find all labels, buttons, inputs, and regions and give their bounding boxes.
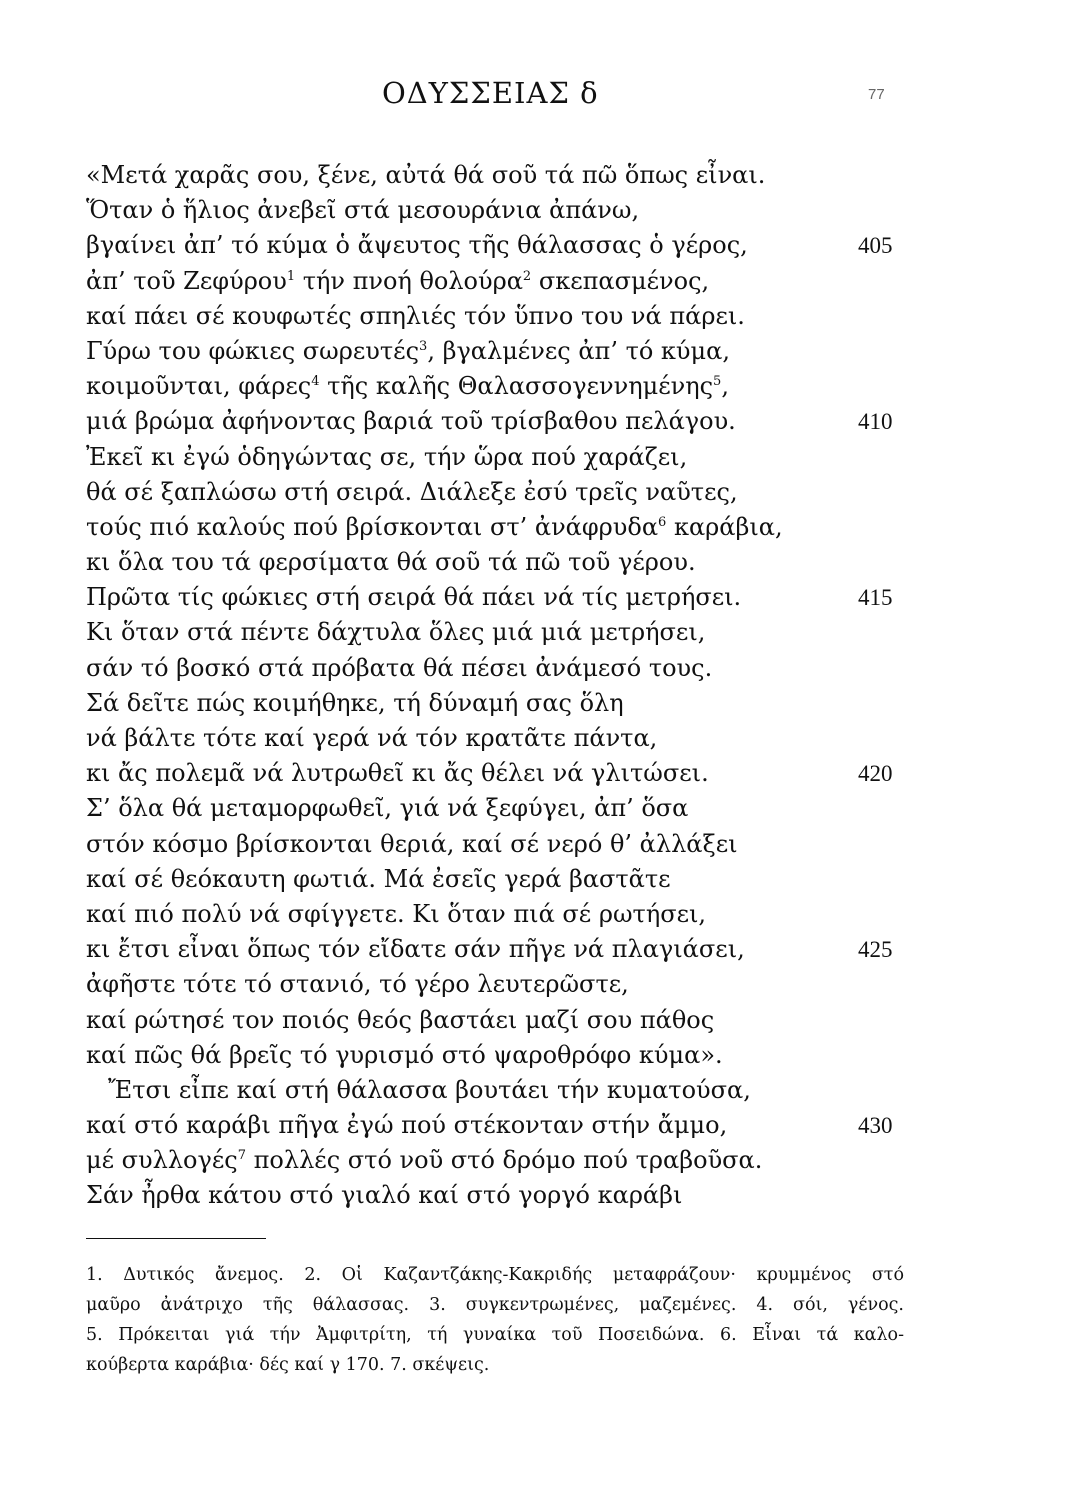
footnote-line: 5. Πρόκειται γιά τήν Ἀμφιτρίτη, τή γυναίκα τοῦ Ποσειδώνα. 6. Εἶναι τά καλο- bbox=[86, 1325, 904, 1345]
verse-text: μέ συλλογές$^7$ πολλές στό νοῦ στό δρόμο πού τραβοῦσα. bbox=[86, 1146, 763, 1175]
verse-text: μιά βρώμα ἀφήνοντας βαριά τοῦ τρίσβαθου πελάγου. bbox=[86, 407, 736, 436]
verse-text: Κι ὅταν στά πέντε δάχτυλα ὅλες μιά μιά μετρήσει, bbox=[86, 618, 706, 647]
verse-text: Ἔτσι εἶπε καί στή θάλασσα βουτάει τήν κυματούσα, bbox=[108, 1075, 751, 1104]
verse-text: Ὅταν ὁ ἥλιος ἀνεβεῖ στά μεσουράνια ἀπάνω, bbox=[86, 196, 640, 225]
verse-line bbox=[0, 932, 1085, 967]
footnote-ref: 2 bbox=[522, 268, 532, 284]
footnote-line: 1. Δυτικός ἄνεμος. 2. Οἱ Καζαντζάκης-Κακριδής μεταφράζουν· κρυμμένος στό bbox=[86, 1265, 904, 1285]
verse-text: καί πιό πολύ νά σφίγγετε. Κι ὅταν πιά σέ ρωτήσει, bbox=[86, 899, 707, 928]
verse-line bbox=[0, 827, 1085, 862]
verse-line bbox=[0, 1178, 1085, 1213]
verse-line bbox=[0, 897, 1085, 932]
verse-text: σάν τό βοσκό στά πρόβατα θά πέσει ἀνάμεσό τους. bbox=[86, 653, 713, 682]
footnote-ref: 7 bbox=[237, 1148, 247, 1164]
footnote-line: κούβερτα καράβια· δές καί γ 170. 7. σκέψεις. bbox=[86, 1355, 490, 1375]
verse-text: καί πῶς θά βρεῖς τό γυρισμό στό ψαροθρόφο κύμα». bbox=[86, 1040, 723, 1069]
verse-text: κι ἄς πολεμᾶ νά λυτρωθεῖ κι ἄς θέλει νά γλιτώσει. bbox=[86, 759, 709, 788]
verse-text: Σ’ ὅλα θά μεταμορφωθεῖ, γιά νά ξεφύγει, ἀπ’ ὅσα bbox=[86, 794, 689, 823]
footnote-ref: 1 bbox=[286, 268, 296, 284]
verse-line bbox=[0, 1003, 1085, 1038]
verse-line bbox=[0, 1143, 1085, 1178]
footnotes bbox=[86, 1260, 904, 1380]
verse-line bbox=[0, 228, 1085, 263]
verse-line bbox=[0, 721, 1085, 756]
footnote-ref: 6 bbox=[658, 514, 667, 530]
line-number: 405 bbox=[858, 233, 893, 259]
verse-line bbox=[0, 686, 1085, 721]
line-number: 410 bbox=[858, 409, 893, 435]
verse-text: κι ἔτσι εἶναι ὅπως τόν εἴδατε σάν πῆγε νά πλαγιάσει, bbox=[86, 935, 745, 964]
verse-text: θά σέ ξαπλώσω στή σειρά. Διάλεξε ἐσύ τρεῖς ναῦτες, bbox=[86, 477, 738, 506]
verse-line bbox=[0, 967, 1085, 1002]
verse-line bbox=[0, 545, 1085, 580]
verse-line bbox=[0, 475, 1085, 510]
verse-line bbox=[0, 791, 1085, 826]
verse-line bbox=[0, 334, 1085, 369]
footnote-ref: 3 bbox=[419, 338, 428, 354]
verse-text: «Μετά χαρᾶς σου, ξένε, αὐτά θά σοῦ τά πῶ ὅπως εἶναι. bbox=[86, 161, 766, 189]
verse-line bbox=[0, 299, 1085, 334]
line-number: 430 bbox=[858, 1113, 893, 1139]
verse-text: Ἐκεῖ κι ἐγώ ὁδηγώντας σε, τήν ὥρα πού χαράζει, bbox=[86, 442, 688, 471]
verse-text: Γύρω του φώκιες σωρευτές$^3$, βγαλμένες ἀπ’ τό κύμα, bbox=[86, 336, 730, 365]
verse-text: κοιμοῦνται, φάρες$^4$ τῆς καλῆς Θαλασσογεννημένης$^5$, bbox=[86, 372, 729, 401]
verse-text: στόν κόσμο βρίσκονται θεριά, καί σέ νερό θ’ ἀλλάξει bbox=[86, 829, 738, 858]
book-title: ΟΔΥΣΣΕΙΑΣ δ bbox=[382, 76, 599, 110]
verse-text: Πρῶτα τίς φώκιες στή σειρά θά πάει νά τίς μετρήσει. bbox=[86, 583, 742, 612]
verse-line bbox=[0, 1073, 1085, 1108]
footnote-rule bbox=[86, 1238, 266, 1239]
verse-text: τούς πιό καλούς πού βρίσκονται στ’ ἀνάφρυδα$^6$ καράβια, bbox=[86, 512, 783, 541]
page-number: 77 bbox=[868, 86, 885, 103]
verse-line bbox=[0, 756, 1085, 791]
poem-text bbox=[0, 158, 1085, 1214]
verse-text: κι ὅλα του τά φερσίματα θά σοῦ τά πῶ τοῦ γέρου. bbox=[86, 548, 696, 577]
verse-line bbox=[0, 193, 1085, 228]
verse-line bbox=[0, 651, 1085, 686]
verse-text: νά βάλτε τότε καί γερά νά τόν κρατᾶτε πάντα, bbox=[86, 724, 658, 752]
verse-text: ἀφῆστε τότε τό στανιό, τό γέρο λευτερῶστε, bbox=[86, 970, 629, 999]
verse-line bbox=[0, 404, 1085, 439]
verse-line bbox=[0, 510, 1085, 545]
verse-line bbox=[0, 1108, 1085, 1143]
verse-text: καί σέ θεόκαυτη φωτιά. Μά ἐσεῖς γερά βαστᾶτε bbox=[86, 864, 671, 893]
verse-text: καί πάει σέ κουφωτές σπηλιές τόν ὕπνο του νά πάρει. bbox=[86, 301, 745, 330]
verse-text: Σά δεῖτε πώς κοιμήθηκε, τή δύναμή σας ὅλη bbox=[86, 688, 624, 717]
verse-text: καί στό καράβι πῆγα ἐγώ πού στέκονταν στήν ἄμμο, bbox=[86, 1111, 728, 1140]
footnote-ref: 4 bbox=[311, 374, 320, 390]
verse-text: καί ρώτησέ τον ποιός θεός βαστάει μαζί σου πάθος bbox=[86, 1005, 715, 1034]
verse-line bbox=[0, 1038, 1085, 1073]
line-number: 425 bbox=[858, 937, 893, 963]
running-header bbox=[0, 76, 1085, 120]
verse-text: βγαίνει ἀπ’ τό κύμα ὁ ἄψευτος τῆς θάλασσας ὁ γέρος, bbox=[86, 231, 748, 260]
verse-line bbox=[0, 440, 1085, 475]
verse-line bbox=[0, 264, 1085, 299]
verse-line bbox=[0, 158, 1085, 193]
verse-line bbox=[0, 369, 1085, 404]
verse-line bbox=[0, 862, 1085, 897]
line-number: 415 bbox=[858, 585, 893, 611]
verse-text: Σάν ἦρθα κάτου στό γιαλό καί στό γοργό καράβι bbox=[86, 1181, 683, 1210]
line-number: 420 bbox=[858, 761, 893, 787]
verse-text: ἀπ’ τοῦ Ζεφύρου$^1$ τήν πνοή θολούρα$^2$ σκεπασμένος, bbox=[86, 266, 710, 295]
footnote-line: μαῦρο ἀνάτριχο τῆς θάλασσας. 3. συγκεντρωμένες, μαζεμένες. 4. σόι, γένος. bbox=[86, 1295, 904, 1315]
verse-line bbox=[0, 615, 1085, 650]
footnote-ref: 5 bbox=[713, 374, 722, 390]
verse-line bbox=[0, 580, 1085, 615]
